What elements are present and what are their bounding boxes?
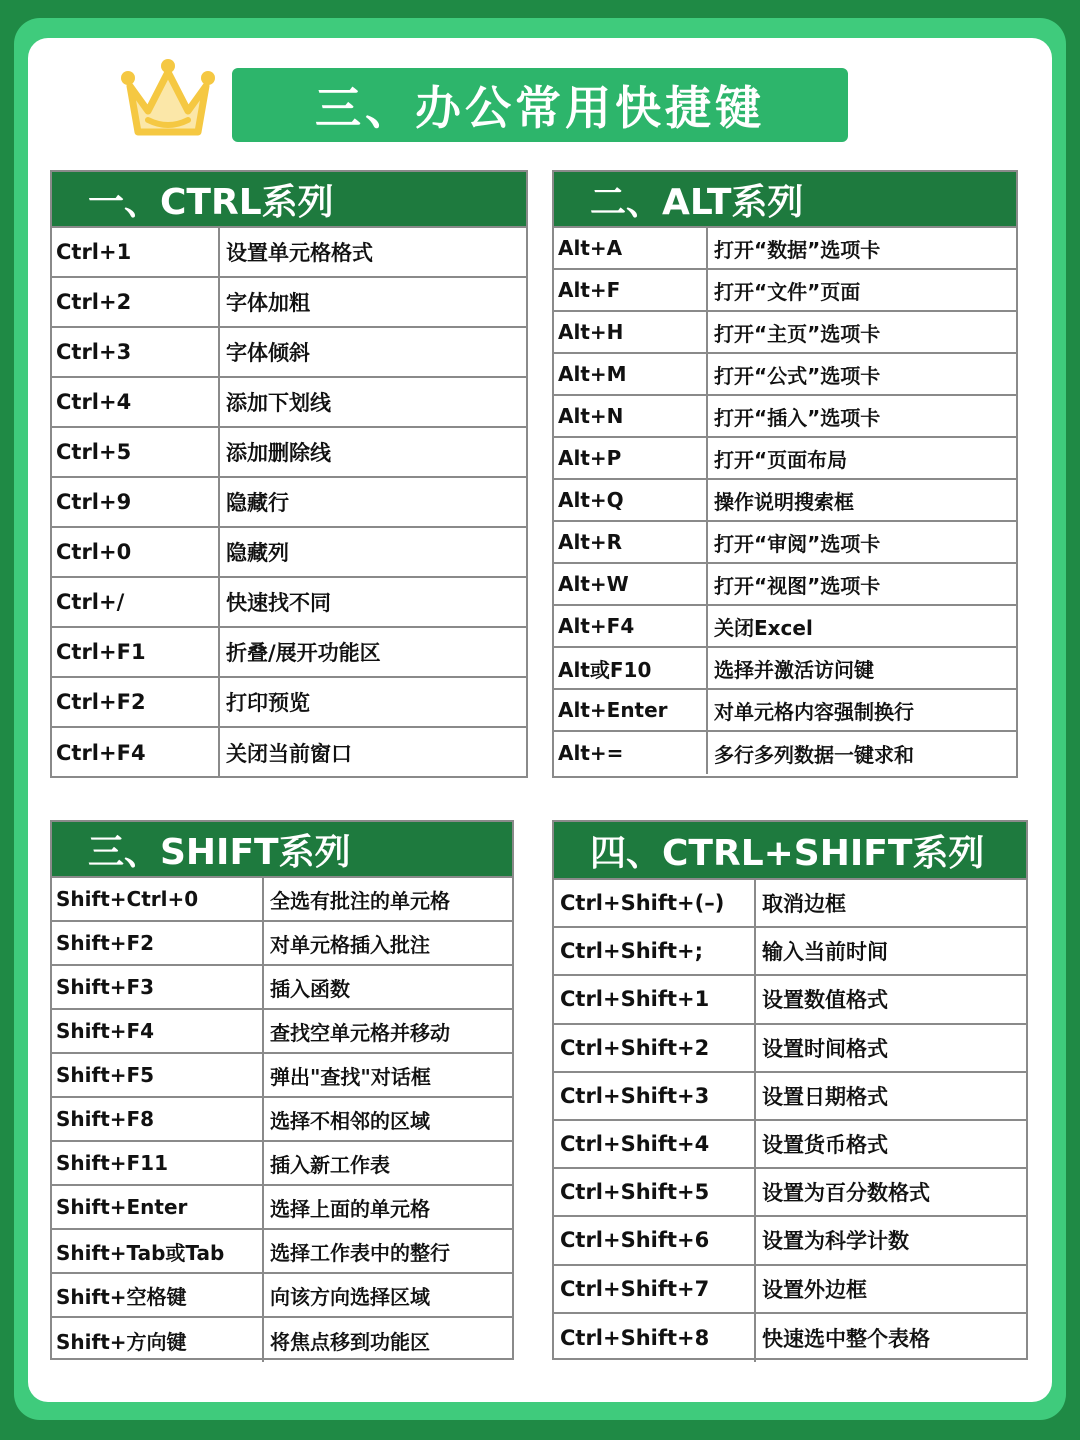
table-row [554, 732, 1016, 774]
shortcut-description: 对单元格插入批注 [270, 932, 430, 957]
table-row [554, 1169, 1026, 1217]
shortcut-key: Alt+M [554, 354, 708, 394]
table-row [554, 522, 1016, 564]
shortcut-key: Alt+P [554, 438, 708, 478]
shortcut-description: 将焦点移到功能区 [270, 1329, 430, 1354]
shortcut-description: 选择上面的单元格 [270, 1196, 430, 1221]
shortcut-key: Alt或F10 [554, 648, 708, 688]
shortcut-key: Alt+F4 [554, 606, 708, 646]
shortcut-description: 快速找不同 [226, 591, 331, 615]
shortcut-key: Alt+R [554, 522, 708, 562]
table-row [554, 1314, 1026, 1362]
table-row [554, 928, 1026, 976]
shortcut-description: 打印预览 [226, 691, 310, 715]
table-row [52, 628, 526, 678]
table-row [554, 270, 1016, 312]
shortcut-key: Ctrl+0 [52, 528, 220, 576]
shortcut-key: Ctrl+9 [52, 478, 220, 526]
shortcut-key: Ctrl+1 [52, 228, 220, 276]
shortcut-description: 取消边框 [762, 892, 846, 917]
shortcut-description: 设置为科学计数 [762, 1229, 909, 1254]
shortcut-description: 设置单元格格式 [226, 241, 373, 265]
table-row [554, 480, 1016, 522]
shortcut-key: Ctrl+3 [52, 328, 220, 376]
shortcut-key: Alt+F [554, 270, 708, 310]
shortcut-description: 选择不相邻的区域 [270, 1108, 430, 1133]
table-row [554, 1073, 1026, 1121]
table-row [52, 728, 526, 778]
shortcut-description: 插入函数 [270, 976, 350, 1001]
shortcut-key: Alt+W [554, 564, 708, 604]
shortcut-key: Alt+N [554, 396, 708, 436]
shortcut-description: 添加删除线 [226, 441, 331, 465]
table-row [52, 1010, 512, 1054]
section-ctrl [50, 170, 528, 778]
table-row [52, 328, 526, 378]
table-row [554, 312, 1016, 354]
table-row [52, 578, 526, 628]
crown-icon [118, 56, 218, 144]
table-row [52, 966, 512, 1010]
shortcut-key: Shift+空格键 [52, 1274, 264, 1316]
table-row [52, 1230, 512, 1274]
shortcut-description: 全选有批注的单元格 [270, 888, 450, 913]
shortcut-key: Alt+Q [554, 480, 708, 520]
table-row [554, 1025, 1026, 1073]
shortcut-key: Ctrl+F2 [52, 678, 220, 726]
shortcut-key: Shift+Ctrl+0 [52, 878, 264, 920]
shortcut-description: 输入当前时间 [762, 940, 888, 965]
table-row [554, 354, 1016, 396]
shortcut-key: Ctrl+Shift+3 [554, 1073, 756, 1119]
shortcut-key: Ctrl+Shift+4 [554, 1121, 756, 1167]
shortcut-key: Alt+= [554, 732, 708, 774]
shortcut-key: Shift+F11 [52, 1142, 264, 1184]
shortcut-key: Ctrl+5 [52, 428, 220, 476]
shortcut-key: Ctrl+Shift+; [554, 928, 756, 974]
table-row [52, 428, 526, 478]
shortcut-key: Shift+Tab或Tab [52, 1230, 264, 1272]
shortcut-description: 字体倾斜 [226, 341, 310, 365]
shortcut-description: 多行多列数据一键求和 [714, 742, 914, 767]
shortcut-description: 操作说明搜索框 [714, 489, 854, 514]
shortcut-description: 打开“插入”选项卡 [714, 405, 881, 430]
shortcut-key: Ctrl+Shift+5 [554, 1169, 756, 1215]
table-row [52, 1098, 512, 1142]
shortcut-description: 向该方向选择区域 [270, 1284, 430, 1309]
shortcut-description: 弹出"查找"对话框 [270, 1064, 431, 1089]
shortcut-key: Ctrl+F4 [52, 728, 220, 778]
shortcut-description: 打开“视图”选项卡 [714, 573, 881, 598]
shortcut-key: Shift+F2 [52, 922, 264, 964]
section-title: 二、ALT系列 [554, 172, 1016, 228]
shortcut-description: 打开“文件”页面 [714, 279, 861, 304]
section-title: 四、CTRL+SHIFT系列 [554, 822, 1026, 880]
shortcut-key: Alt+A [554, 228, 708, 268]
section-title: 一、CTRL系列 [52, 172, 526, 228]
table-row [554, 564, 1016, 606]
table-row [554, 1266, 1026, 1314]
shortcut-description: 隐藏行 [226, 491, 289, 515]
table-row [52, 678, 526, 728]
shortcut-key: Shift+F4 [52, 1010, 264, 1052]
shortcut-description: 设置时间格式 [762, 1036, 888, 1061]
shortcut-key: Ctrl+4 [52, 378, 220, 426]
shortcut-key: Ctrl+2 [52, 278, 220, 326]
table-row [52, 1274, 512, 1318]
table-row [52, 1186, 512, 1230]
shortcut-key: Ctrl+Shift+8 [554, 1314, 756, 1362]
shortcut-description: 设置为百分数格式 [762, 1181, 930, 1206]
table-row [554, 1121, 1026, 1169]
page-title: 三、办公常用快捷键 [232, 68, 848, 142]
shortcut-key: Ctrl+Shift+1 [554, 976, 756, 1022]
table-row [52, 1142, 512, 1186]
shortcut-description: 设置货币格式 [762, 1133, 888, 1158]
section-ctrl-shift [552, 820, 1028, 1360]
shortcut-description: 打开“主页”选项卡 [714, 321, 881, 346]
shortcut-key: Shift+F8 [52, 1098, 264, 1140]
table-row [554, 228, 1016, 270]
table-row [554, 1217, 1026, 1265]
shortcut-key: Shift+方向键 [52, 1318, 264, 1362]
shortcut-description: 打开“公式”选项卡 [714, 363, 881, 388]
table-row [52, 278, 526, 328]
shortcut-description: 隐藏列 [226, 541, 289, 565]
shortcut-key: Alt+Enter [554, 690, 708, 730]
table-row [554, 880, 1026, 928]
shortcut-key: Ctrl+Shift+6 [554, 1217, 756, 1263]
table-row [554, 648, 1016, 690]
shortcut-description: 设置日期格式 [762, 1084, 888, 1109]
section-title: 三、SHIFT系列 [52, 822, 512, 878]
shortcut-description: 打开“审阅”选项卡 [714, 531, 881, 556]
table-row [52, 478, 526, 528]
table-row [52, 528, 526, 578]
shortcut-key: Shift+F5 [52, 1054, 264, 1096]
shortcut-key: Alt+H [554, 312, 708, 352]
shortcut-description: 选择工作表中的整行 [270, 1240, 450, 1265]
shortcut-description: 打开“页面布局 [714, 447, 848, 472]
shortcut-key: Ctrl+F1 [52, 628, 220, 676]
table-row [52, 378, 526, 428]
shortcut-key: Ctrl+Shift+7 [554, 1266, 756, 1312]
shortcut-description: 快速选中整个表格 [762, 1326, 930, 1351]
table-row [554, 976, 1026, 1024]
shortcut-key: Ctrl+/ [52, 578, 220, 626]
shortcut-description: 设置外边框 [762, 1277, 867, 1302]
shortcut-description: 对单元格内容强制换行 [714, 699, 914, 724]
table-row [554, 396, 1016, 438]
shortcut-description: 查找空单元格并移动 [270, 1020, 450, 1045]
shortcut-key: Ctrl+Shift+2 [554, 1025, 756, 1071]
table-row [52, 922, 512, 966]
shortcut-key: Shift+F3 [52, 966, 264, 1008]
shortcut-description: 折叠/展开功能区 [226, 641, 381, 665]
shortcut-description: 设置数值格式 [762, 988, 888, 1013]
shortcut-description: 选择并激活访问键 [714, 657, 874, 682]
shortcut-key: Ctrl+Shift+(–) [554, 880, 756, 926]
table-row [52, 1318, 512, 1362]
shortcut-description: 插入新工作表 [270, 1152, 390, 1177]
shortcut-description: 关闭当前窗口 [226, 742, 352, 766]
table-row [554, 690, 1016, 732]
shortcut-description: 添加下划线 [226, 391, 331, 415]
shortcut-key: Shift+Enter [52, 1186, 264, 1228]
table-row [52, 228, 526, 278]
table-row [52, 1054, 512, 1098]
shortcut-description: 关闭Excel [714, 615, 813, 640]
table-row [52, 878, 512, 922]
table-row [554, 606, 1016, 648]
shortcut-description: 字体加粗 [226, 291, 310, 315]
shortcut-description: 打开“数据”选项卡 [714, 237, 881, 262]
section-shift [50, 820, 514, 1360]
table-row [554, 438, 1016, 480]
section-alt [552, 170, 1018, 778]
